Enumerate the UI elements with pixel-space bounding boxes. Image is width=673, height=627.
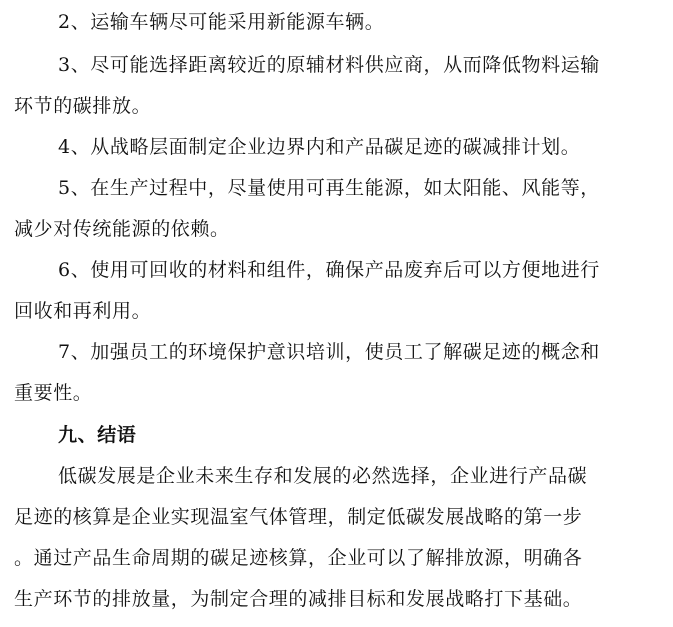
paragraph-line-2: 足迹的核算是企业实现温室气体管理，制定低碳发展战略的第一步 [14, 506, 583, 528]
paragraph-line-4: 生产环节的排放量，为制定合理的减排目标和发展战略打下基础。 [14, 588, 583, 610]
list-item-6: 6、使用可回收的材料和组件，确保产品废弃后可以方便地进行 [58, 259, 600, 281]
list-item-7-continuation: 重要性。 [14, 382, 93, 404]
paragraph-line-3: 。通过产品生命周期的碳足迹核算，企业可以了解排放源，明确各 [14, 547, 583, 569]
list-item-5-continuation: 减少对传统能源的依赖。 [14, 218, 230, 240]
list-item-3-continuation: 环节的碳排放。 [14, 95, 152, 117]
list-item-2: 2、运输车辆尽可能采用新能源车辆。 [58, 11, 385, 33]
list-item-5: 5、在生产过程中，尽量使用可再生能源，如太阳能、风能等， [58, 177, 600, 199]
paragraph-line-1: 低碳发展是企业未来生存和发展的必然选择，企业进行产品碳 [58, 465, 588, 487]
list-item-7: 7、加强员工的环境保护意识培训，使员工了解碳足迹的概念和 [58, 341, 600, 363]
list-item-4: 4、从战略层面制定企业边界内和产品碳足迹的碳减排计划。 [58, 136, 581, 158]
list-item-3: 3、尽可能选择距离较近的原辅材料供应商，从而降低物料运输 [58, 54, 600, 76]
section-heading: 九、结语 [58, 424, 137, 446]
list-item-6-continuation: 回收和再利用。 [14, 300, 152, 322]
